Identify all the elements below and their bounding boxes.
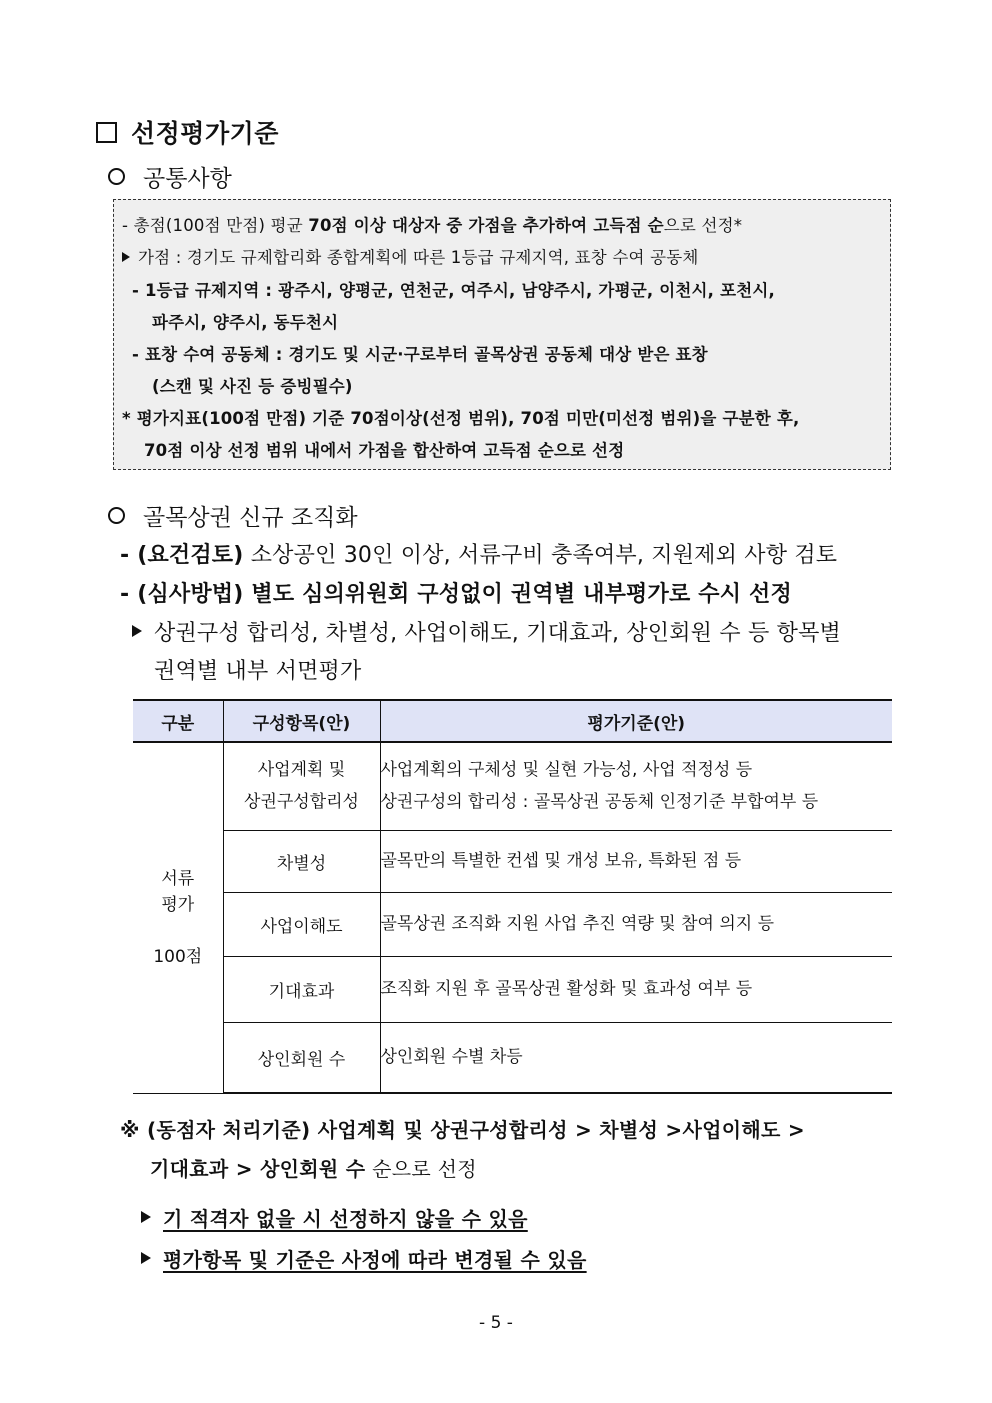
criteria-line-cont: 권역별 내부 서면평가 bbox=[154, 659, 362, 684]
checkbox-square-icon bbox=[96, 122, 117, 143]
box-line-regions-cont: 파주시, 양주시, 동두천시 bbox=[152, 313, 339, 332]
criteria-cell: 조직화 지원 후 골목상권 활성화 및 효과성 여부 등 bbox=[380, 956, 892, 1022]
box-line-index-cont: 70점 이상 선정 범위 내에서 가점을 합산하여 고득점 순으로 선정 bbox=[144, 441, 625, 460]
category-cell: 서류 평가 100점 bbox=[133, 742, 223, 1093]
table-row bbox=[133, 742, 892, 830]
box-line-index: * 평가지표(100점 만점) 기준 70점이상(선정 범위), 70점 미만(미선정 범위)을 구분한 후, bbox=[122, 409, 800, 428]
criteria-line: 상권구성 합리성, 차별성, 사업이해도, 기대효과, 상인회원 수 등 항목별 bbox=[132, 616, 841, 647]
triangle-bullet-icon bbox=[141, 1211, 151, 1223]
header-item: 구성항목(안) bbox=[223, 700, 380, 742]
header-category: 구분 bbox=[133, 700, 223, 742]
box-line-award-cont: (스캔 및 사진 등 증빙필수) bbox=[152, 377, 353, 396]
no-eligible-note: 기 적격자 없을 시 선정하지 않을 수 있음 bbox=[141, 1203, 528, 1232]
triangle-bullet-icon bbox=[122, 252, 130, 262]
common-info-box bbox=[113, 199, 891, 470]
table-row bbox=[133, 830, 892, 892]
triangle-bullet-icon bbox=[141, 1252, 151, 1264]
box-line-bonus: 가점 : 경기도 규제합리화 종합계획에 따른 1등급 규제지역, 표창 수여 공동체 bbox=[122, 244, 699, 268]
item-cell: 사업계획 및 상권구성합리성 bbox=[223, 742, 380, 830]
header-criteria: 평가기준(안) bbox=[380, 700, 892, 742]
box-line-total-score: - 총점(100점 만점) 평균 70점 이상 대상자 중 가점을 추가하여 고득점 순으로 선정* bbox=[122, 216, 743, 235]
triangle-bullet-icon bbox=[132, 625, 142, 637]
circle-bullet-icon bbox=[108, 507, 125, 524]
criteria-cell: 골목상권 조직화 지원 사업 추진 역량 및 참여 의지 등 bbox=[380, 892, 892, 956]
item-cell: 기대효과 bbox=[223, 956, 380, 1022]
circle-bullet-icon bbox=[108, 168, 125, 185]
item-cell: 차별성 bbox=[223, 830, 380, 892]
tie-break-note-cont: 기대효과 > 상인회원 수 순으로 선정 bbox=[150, 1157, 477, 1181]
requirement-review: - (요건검토) 소상공인 30인 이상, 서류구비 충족여부, 지원제외 사항 검토 bbox=[120, 543, 838, 568]
box-line-regions: - 1등급 규제지역 : 광주시, 양평군, 연천군, 여주시, 남양주시, 가평군, 이천시, 포천시, bbox=[132, 281, 775, 300]
criteria-cell: 골목만의 특별한 컨셉 및 개성 보유, 특화된 점 등 bbox=[380, 830, 892, 892]
section-title: 선정평가기준 bbox=[96, 114, 279, 150]
tie-break-note: ※ (동점자 처리기준) 사업계획 및 상권구성합리성 > 차별성 >사업이해도 > bbox=[120, 1118, 805, 1142]
review-method: - (심사방법) 별도 심의위원회 구성없이 권역별 내부평가로 수시 선정 bbox=[120, 582, 792, 607]
alley-heading: 골목상권 신규 조직화 bbox=[108, 499, 358, 532]
evaluation-table bbox=[133, 699, 892, 1094]
table-row bbox=[133, 1022, 892, 1093]
table-header-row bbox=[133, 700, 892, 742]
criteria-cell: 사업계획의 구체성 및 실현 가능성, 사업 적정성 등 상권구성의 합리성 : 골목상권 공동체 인정기준 부합여부 등 bbox=[380, 742, 892, 830]
box-line-award: - 표창 수여 공동체 : 경기도 및 시군·구로부터 골목상권 공동체 대상 받은 표창 bbox=[132, 345, 708, 364]
common-heading: 공통사항 bbox=[108, 160, 232, 193]
table-row bbox=[133, 956, 892, 1022]
page-number: - 5 - bbox=[479, 1313, 513, 1333]
item-cell: 상인회원 수 bbox=[223, 1022, 380, 1093]
item-cell: 사업이해도 bbox=[223, 892, 380, 956]
may-change-note: 평가항목 및 기준은 사정에 따라 변경될 수 있음 bbox=[141, 1244, 587, 1273]
table-row bbox=[133, 892, 892, 956]
criteria-cell: 상인회원 수별 차등 bbox=[380, 1022, 892, 1093]
